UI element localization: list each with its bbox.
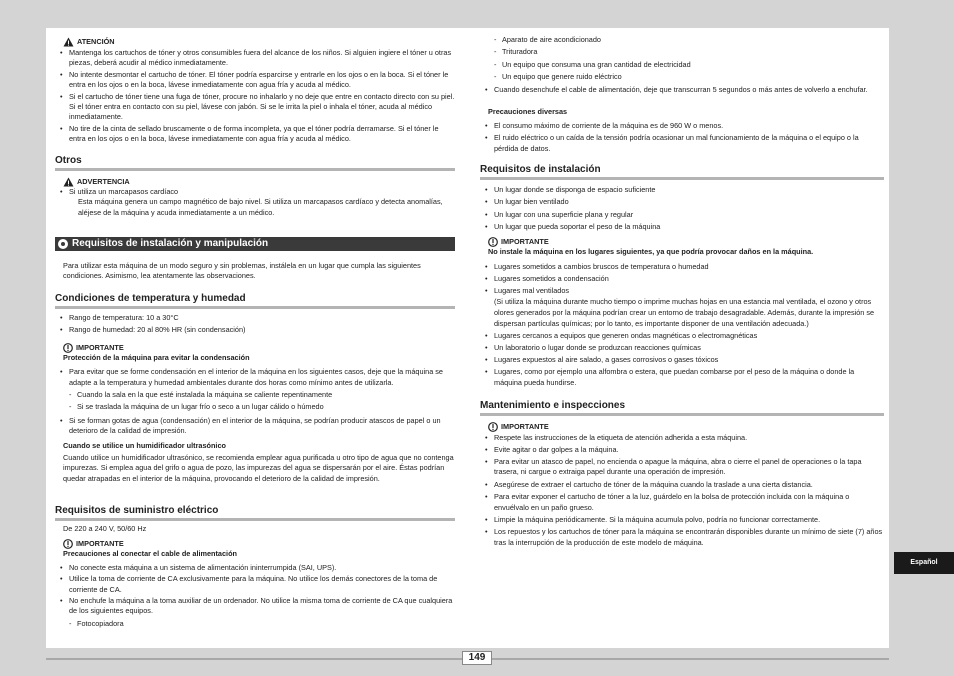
list-item: • Limpie la máquina periódicamente. Si la máquina acumula polvo, podría no funcionar correctamente. (480, 515, 884, 525)
language-tab[interactable]: Español (894, 552, 954, 574)
instalacion-section (480, 164, 884, 389)
temperatura-section (55, 293, 455, 484)
list-item: • Para evitar un atasco de papel, no encienda o apague la máquina, abra o cierre el panel de operaciones o la tapa trasera, ni cargue o extraiga papel durante una operación de impresión. (480, 457, 884, 478)
instalacion-bar-title: Requisitos de instalación y manipulación (72, 238, 269, 249)
humidificador-text: Cuando utilice un humidificador ultrasónico, se recomienda emplear agua purificada u otro tipo de agua que no contenga impurezas. Si emplea agua del grifo o agua de pozo, las impurezas del agua se dispersarán por el aire. Éstas podrían quedar atrapadas en el interior de la máquina, provocando el deterioro de la calidad de impresión. (63, 453, 454, 483)
importante-tag: IMPORTANTE (501, 236, 549, 246)
list-item: • Lugares, como por ejemplo una alfombra o estera, que puedan combarse por el peso de la máquina o donde la máquina pueda hundirse. (480, 367, 884, 389)
list-item (480, 285, 884, 329)
list-item: • Si se forman gotas de agua (condensación) en el interior de la máquina, se podrían producir atascos de papel o un deterioro de la calidad de impresión. (55, 416, 455, 437)
atencion-list (55, 48, 455, 145)
important-icon (63, 539, 73, 549)
list-item: • Mantenga los cartuchos de tóner y otros consumibles fuera del alcance de los niños. Si alguien ingiere el tóner u otras piezas, deberá acudir al médico inmediatamente. (55, 48, 455, 69)
list-item: • No tire de la cinta de sellado bruscamente o de forma incompleta, ya que el tóner podría derramarse. Si el tóner le entra en los ojos o en la boca, lávese inmediatamente con agua fría y acuda al médico. (55, 124, 455, 145)
list-item: • Los repuestos y los cartuchos de tóner para la máquina se encontrarán disponibles durante un mínimo de siete (7) años tras la interrupción de la producción de este modelo de máquina. (480, 527, 884, 548)
list-item: • Si el cartucho de tóner tiene una fuga de tóner, procure no inhalarlo y no deje que entre en contacto directo con su piel. Si el tóner entra en contacto con su piel, lávese con jabón. Si se le irrita la piel o inhala el tóner, acuda al médico inmediatamente. (55, 92, 455, 123)
list-item: • Un lugar bien ventilado (480, 196, 884, 208)
list-item: • Un lugar donde se disponga de espacio suficiente (480, 184, 884, 196)
no-instale-title: No instale la máquina en los lugares siguientes, ya que podría provocar daños en la máquina. (488, 246, 814, 256)
condensacion-title: Protección de la máquina para evitar la condensación (63, 352, 250, 362)
dash-item: - Un equipo que consuma una gran cantidad de electricidad (494, 59, 884, 71)
list-item: • Lugares expuestos al aire salado, a gases corrosivos o gases tóxicos (480, 354, 884, 366)
dash-item: - Aparato de aire acondicionado (494, 34, 884, 46)
list-item: • Rango de temperatura: 10 a 30°C (55, 313, 455, 323)
dash-item: - Si se traslada la máquina de un lugar frío o seco a un lugar cálido o húmedo (69, 401, 455, 413)
list-item: • Lugares cercanos a equipos que generen ondas magnéticas o electromagnéticas (480, 330, 884, 342)
warning-icon (63, 177, 74, 187)
section-bullet-icon (58, 239, 68, 249)
cable-title: Precauciones al conectar el cable de alimentación (63, 549, 237, 559)
dash-item: - Un equipo que genere ruido eléctrico (494, 71, 884, 83)
list-item: • Un laboratorio o lugar donde se produzcan reacciones químicas (480, 342, 884, 354)
dash-item: - Trituradora (494, 46, 884, 58)
list-item: • Un lugar que pueda soportar el peso de la máquina (480, 221, 884, 233)
voltage-text: De 220 a 240 V, 50/60 Hz (63, 524, 147, 533)
list-item: • Lugares sometidos a cambios bruscos de temperatura o humedad (480, 261, 884, 273)
atencion-title: ATENCIÓN (77, 37, 115, 46)
warning-icon (63, 37, 74, 47)
intro-text: Para utilizar esta máquina de un modo seguro y sin problemas, instálela en un lugar que cumpla las siguientes condiciones. Asimismo, lea atentamente las observaciones. (63, 261, 421, 281)
list-item: • No intente desmontar el cartucho de tóner. El tóner podría esparcirse y entrarle en los ojos o en la boca. Si el tóner le entra en los ojos o en la boca, lávese inmediatamente con agua fría y acuda al médico. (55, 70, 455, 91)
otros-text: Esta máquina genera un campo magnético de bajo nivel. Si utiliza un marcapasos cardíaco y detecta anomalías, aléjese de la máquina y acuda inmediatamente a un médico. (78, 197, 443, 217)
ventilados-label: Lugares mal ventilados (494, 286, 570, 296)
list-item: • No enchufe la máquina a la toma auxiliar de un ordenador. No utilice la misma toma de corriente de CA que cualquiera de los siguientes equipos. (55, 596, 455, 617)
list-item: • Asegúrese de extraer el cartucho de tóner de la máquina cuando la traslade a una cierta distancia. (480, 480, 884, 490)
list-item: • Cuando desenchufe el cable de alimentación, deje que transcurran 5 segundos o más antes de volverlo a enchufar. (480, 85, 884, 95)
list-item: • Evite agitar o dar golpes a la máquina. (480, 444, 884, 456)
list-item: • Si utiliza un marcapasos cardíaco (55, 187, 455, 197)
atencion-block (55, 37, 455, 145)
instalacion-bar (55, 237, 455, 251)
list-item: • Rango de humedad: 20 al 80% HR (sin condensación) (55, 325, 455, 335)
instalacion-heading: Requisitos de instalación (480, 164, 884, 180)
list-item: • Para evitar que se forme condensación en el interior de la máquina en los siguientes casos, deje que la máquina se adapte a la temperatura y humedad ambientales durante dos horas como mínimo antes de utilizarla. (55, 367, 455, 388)
importante-tag: IMPORTANTE (76, 342, 124, 352)
list-item: • Para evitar exponer el cartucho de tóner a la luz, guárdelo en la bolsa de protección incluida con la máquina o envuélvalo en un paño grueso. (480, 492, 884, 513)
dash-item: - Cuando la sala en la que esté instalada la máquina se caliente repentinamente (69, 389, 455, 401)
manual-page (46, 28, 889, 648)
otros-section (55, 155, 455, 218)
list-item: • No conecte esta máquina a un sistema de alimentación ininterrumpida (SAI, UPS). (55, 563, 455, 573)
otros-heading: Otros (55, 155, 455, 171)
ventilados-note: (Si utiliza la máquina durante mucho tiempo o imprime muchas hojas en una estancia mal ventilada, el ozono y otros olores generados por la máquina podrían crear un entorno de trabajo desagradable. Además, durante la impresión se dispersan partículas químicas; por lo tanto, es importante disponer de una ventilación adecuada.) (494, 297, 875, 328)
advertencia-title: ADVERTENCIA (77, 177, 130, 186)
temperatura-heading: Condiciones de temperatura y humedad (55, 293, 455, 309)
electrico-heading: Requisitos de suministro eléctrico (55, 505, 455, 521)
important-icon (63, 343, 73, 353)
list-item: • Lugares sometidos a condensación (480, 273, 884, 285)
list-item: • Respete las instrucciones de la etiqueta de atención adherida a esta máquina. (480, 432, 884, 444)
precauciones-title: Precauciones diversas (488, 107, 568, 116)
important-icon (488, 422, 498, 432)
importante-tag: IMPORTANTE (501, 422, 549, 431)
list-item: • Un lugar con una superficie plana y regular (480, 209, 884, 221)
list-item: • El ruido eléctrico o un caída de la tensión podría ocasionar un mal funcionamiento de la máquina o el equipo o la pérdida de datos. (480, 133, 884, 154)
importante-tag: IMPORTANTE (76, 539, 124, 549)
humidificador-title: Cuando se utilice un humidificador ultrasónico (63, 440, 226, 450)
electrico-section (55, 505, 455, 630)
list-item: • Utilice la toma de corriente de CA exclusivamente para la máquina. No utilice los demás conectores de la toma de corriente de CA. (55, 574, 455, 595)
mantenimiento-section (480, 400, 884, 548)
page-number: 149 (462, 651, 492, 665)
list-item: • El consumo máximo de corriente de la máquina es de 960 W o menos. (480, 121, 884, 131)
dash-item: - Fotocopiadora (69, 618, 455, 630)
important-icon (488, 237, 498, 247)
mantenimiento-heading: Mantenimiento e inspecciones (480, 400, 884, 416)
